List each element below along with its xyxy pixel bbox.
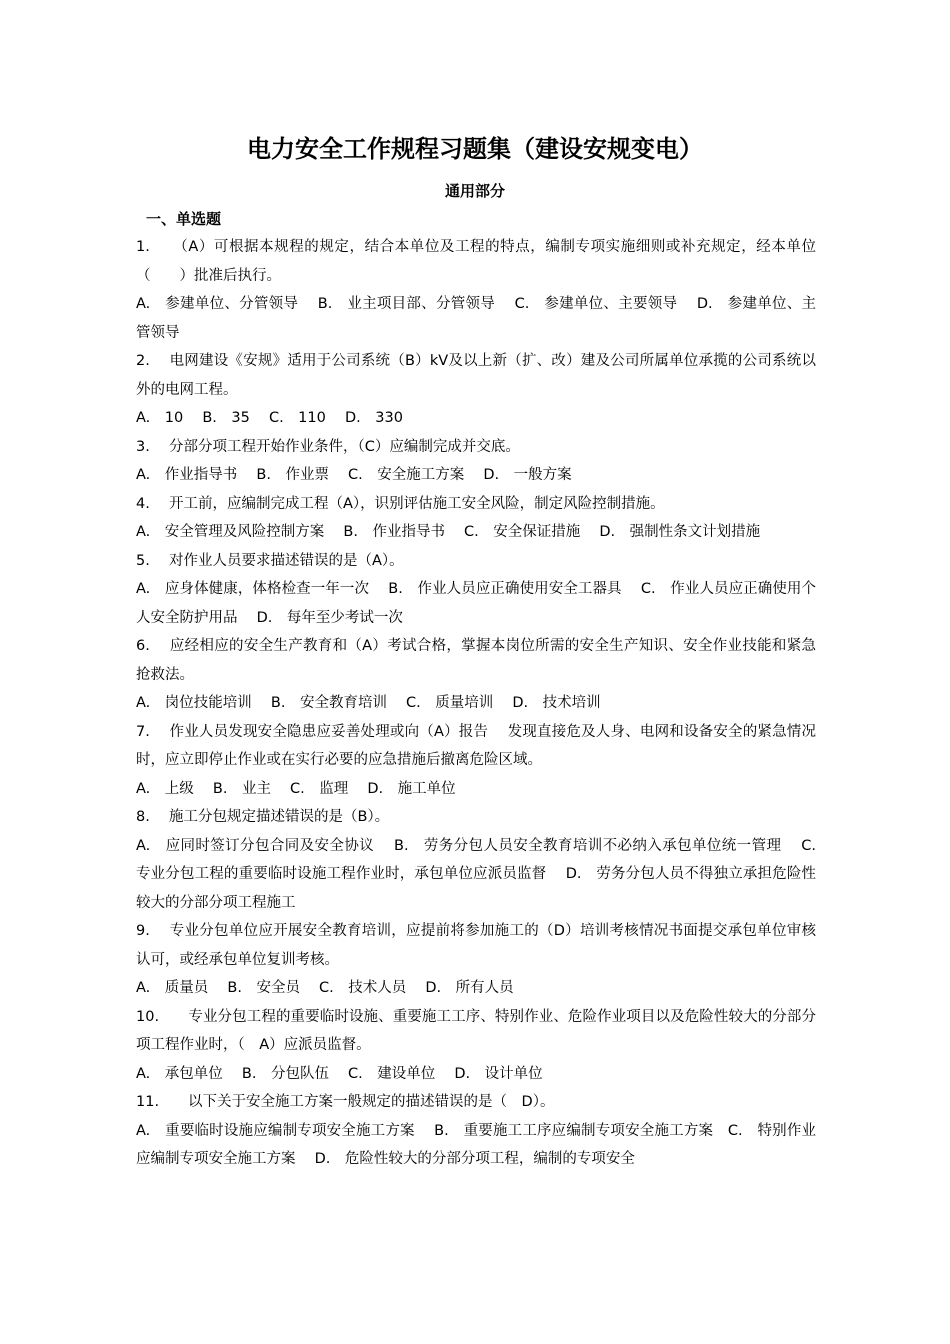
paragraph-q7-options: A. 上级 B. 业主 C. 监理 D. 施工单位 bbox=[136, 780, 456, 797]
paragraph-q5: 5. 对作业人员要求描述错误的是（A）。 bbox=[136, 552, 404, 569]
paragraph-q10-options: A. 承包单位 B. 分包队伍 C. 建设单位 D. 设计单位 bbox=[136, 1065, 543, 1082]
paragraph-q6: 6. 应经相应的安全生产教育和（A）考试合格，掌握本岗位所需的安全生产知识、安全作业技能和紧急抢救法。 bbox=[136, 638, 816, 683]
paragraph-q1-options: A. 参建单位、分管领导 B. 业主项目部、分管领导 C. 参建单位、主要领导 D. 参建单位、主管领导 bbox=[136, 296, 816, 341]
paragraph-q2-options: A. 10 B. 35 C. 110 D. 330 bbox=[136, 410, 403, 426]
paragraph-q4-options: A. 安全管理及风险控制方案 B. 作业指导书 C. 安全保证措施 D. 强制性条文计划措施 bbox=[136, 524, 761, 540]
section-heading: 一、单选题 bbox=[146, 210, 222, 228]
paragraph-q7: 7. 作业人员发现安全隐患应妥善处理或向（A）报告 发现直接危及人身、电网和设备安全的紧急情况时，应立即停止作业或在实行必要的应急措施后撤离危险区域。 bbox=[136, 723, 816, 768]
paragraph-q1: 1. （A）可根据本规程的规定，结合本单位及工程的特点，编制专项实施细则或补充规定，经本单位（ ）批准后执行。 bbox=[136, 239, 816, 284]
paragraph-q2: 2. 电网建设《安规》适用于公司系统（B）kV及以上新（扩、改）建及公司所属单位承揽的公司系统以外的电网工程。 bbox=[136, 353, 816, 398]
paragraph-q3: 3. 分部分项工程开始作业条件，（C）应编制完成并交底。 bbox=[136, 438, 520, 455]
paragraph-q10: 10. 专业分包工程的重要临时设施、重要施工工序、特别作业、危险作业项目以及危险性较大的分部分项工程作业时，（ A）应派员监督。 bbox=[136, 1008, 816, 1053]
paragraph-q5-options: A. 应身体健康，体格检查一年一次 B. 作业人员应正确使用安全工器具 C. 作业人员应正确使用个人安全防护用品 D. 每年至少考试一次 bbox=[136, 581, 816, 626]
paragraph-q11: 11. 以下关于安全施工方案一般规定的描述错误的是（ D）。 bbox=[136, 1094, 555, 1110]
paragraph-q9: 9. 专业分包单位应开展安全教育培训，应提前将参加施工的（D）培训考核情况书面提交承包单位审核认可，或经承包单位复训考核。 bbox=[136, 923, 816, 968]
paragraph-q8: 8. 施工分包规定描述错误的是（B）。 bbox=[136, 809, 390, 825]
paragraph-q9-options: A. 质量员 B. 安全员 C. 技术人员 D. 所有人员 bbox=[136, 980, 514, 996]
paragraph-q4: 4. 开工前，应编制完成工程（A），识别评估施工安全风险，制定风险控制措施。 bbox=[136, 495, 665, 512]
document-subtitle: 通用部分 bbox=[444, 182, 505, 200]
paragraph-q11-options: A. 重要临时设施应编制专项安全施工方案 B. 重要施工工序应编制专项安全施工方案 C. 特别作业应编制专项安全施工方案 D. 危险性较大的分部分项工程，编制的专项安全 bbox=[136, 1122, 816, 1167]
question-list bbox=[136, 233, 831, 1174]
paragraph-q8-options: A. 应同时签订分包合同及安全协议 B. 劳务分包人员安全教育培训不必纳入承包单位统一管理 C. 专业分包工程的重要临时设施工程作业时，承包单位应派员监督 D. 劳务分包人员不得独立承担危险性较大的分部分项工程施工 bbox=[136, 837, 831, 911]
paragraph-q3-options: A. 作业指导书 B. 作业票 C. 安全施工方案 D. 一般方案 bbox=[136, 467, 572, 483]
document-title: 电力安全工作规程习题集（建设安规变电） bbox=[247, 135, 703, 163]
paragraph-q6-options: A. 岗位技能培训 B. 安全教育培训 C. 质量培训 D. 技术培训 bbox=[136, 695, 601, 711]
